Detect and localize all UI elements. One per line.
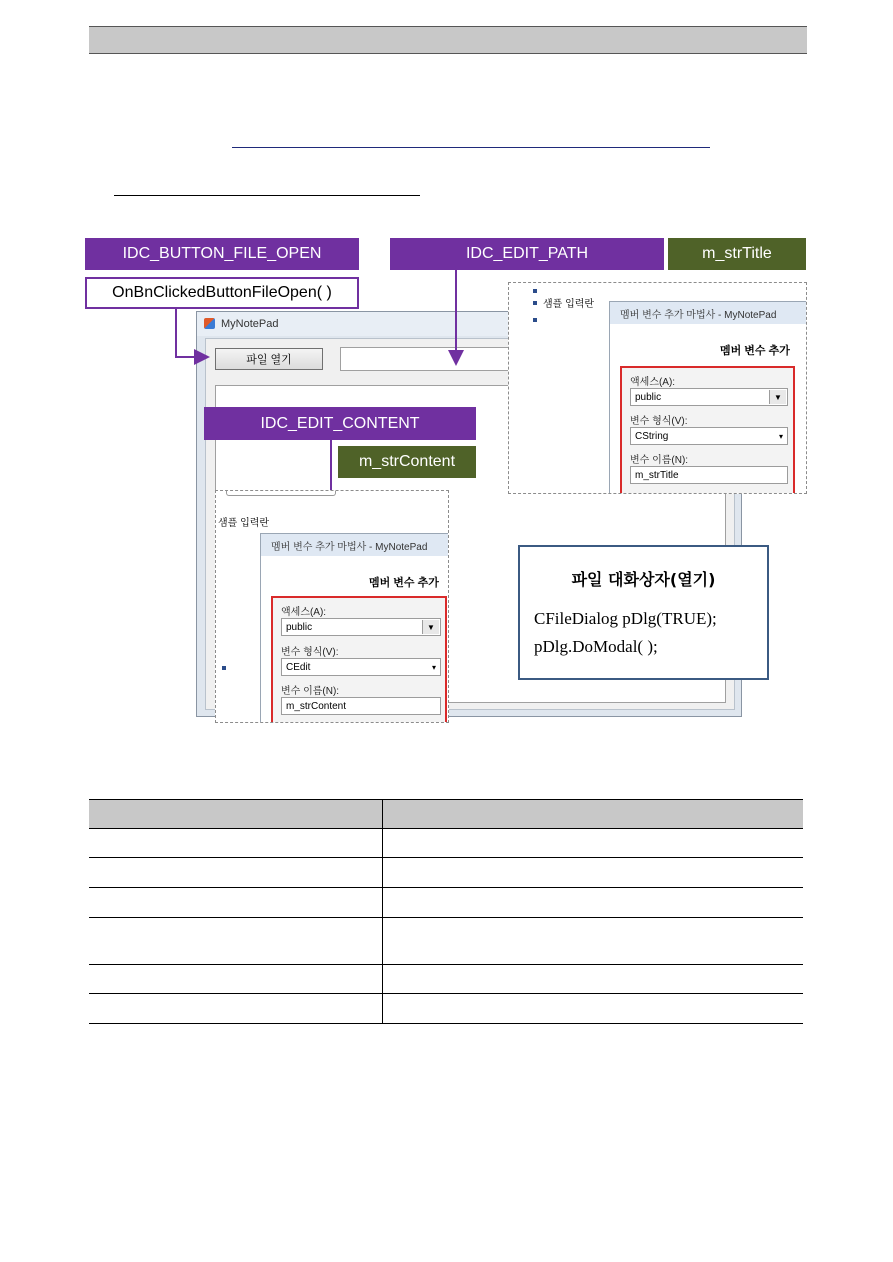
table-row — [89, 994, 803, 1024]
chevron-down-icon[interactable]: ▼ — [422, 620, 439, 634]
sample-input-label: 샘플 입력란 — [218, 518, 270, 529]
wizard-title: 멤버 변수 추가 마법사 - MyNotePad — [610, 302, 807, 324]
resize-handle — [533, 301, 537, 305]
table-row — [89, 888, 803, 918]
type-label: 변수 형식(V): — [281, 647, 339, 658]
access-label: 액세스(A): — [630, 377, 676, 388]
highlight-box — [271, 596, 447, 723]
name-field[interactable]: m_strContent — [281, 697, 441, 715]
access-value: public — [286, 621, 313, 633]
app-title: MyNotePad — [221, 318, 279, 330]
caret-down-icon[interactable]: ▾ — [778, 431, 783, 441]
label-content-var: m_strContent — [338, 446, 476, 478]
name-label: 변수 이름(N): — [630, 455, 689, 466]
wizard-subtitle: 멤버 변수 추가 — [720, 345, 790, 357]
resize-handle — [222, 666, 226, 670]
type-combo[interactable] — [630, 427, 788, 445]
access-dropdown[interactable] — [630, 388, 788, 406]
member-var-wizard — [260, 533, 449, 723]
highlight-box — [620, 366, 795, 494]
wizard-panel-top — [508, 282, 807, 494]
caret-down-icon[interactable]: ▾ — [431, 662, 436, 672]
resize-handle — [533, 289, 537, 293]
type-value: CString — [635, 430, 669, 442]
name-label: 변수 이름(N): — [281, 686, 340, 697]
table-header — [89, 799, 803, 829]
file-open-button[interactable]: 파일 열기 — [215, 348, 323, 370]
tab-edge — [226, 491, 336, 496]
file-dialog-callout — [518, 545, 769, 680]
code-line: CFileDialog pDlg(TRUE); — [534, 609, 717, 628]
table-column-divider — [382, 799, 383, 1024]
type-combo[interactable] — [281, 658, 441, 676]
wizard-title: 멤버 변수 추가 마법사 - MyNotePad — [261, 534, 449, 556]
sample-input-label: 샘플 입력란 — [543, 299, 595, 310]
type-label: 변수 형식(V): — [630, 416, 688, 427]
table-row — [89, 965, 803, 994]
label-edit-content: IDC_EDIT_CONTENT — [204, 407, 476, 440]
access-dropdown[interactable] — [281, 618, 441, 636]
code-line: pDlg.DoModal( ); — [534, 637, 658, 656]
table-row — [89, 918, 803, 965]
label-button-file-open: IDC_BUTTON_FILE_OPEN — [85, 238, 359, 270]
callout-title: 파일 대화상자(열기) — [571, 570, 716, 589]
access-value: public — [635, 391, 662, 403]
resize-handle — [533, 318, 537, 322]
type-value: CEdit — [286, 661, 311, 673]
chevron-down-icon[interactable]: ▼ — [769, 390, 786, 404]
label-handler-name: OnBnClickedButtonFileOpen( ) — [85, 277, 359, 309]
wizard-subtitle: 멤버 변수 추가 — [369, 577, 439, 589]
member-var-wizard — [609, 301, 807, 494]
name-field[interactable]: m_strTitle — [630, 466, 788, 484]
label-title-var: m_strTitle — [668, 238, 806, 270]
table-row — [89, 858, 803, 888]
label-edit-path: IDC_EDIT_PATH — [390, 238, 664, 270]
wizard-panel-bottom — [215, 490, 449, 723]
table-row — [89, 829, 803, 858]
access-label: 액세스(A): — [281, 607, 327, 618]
